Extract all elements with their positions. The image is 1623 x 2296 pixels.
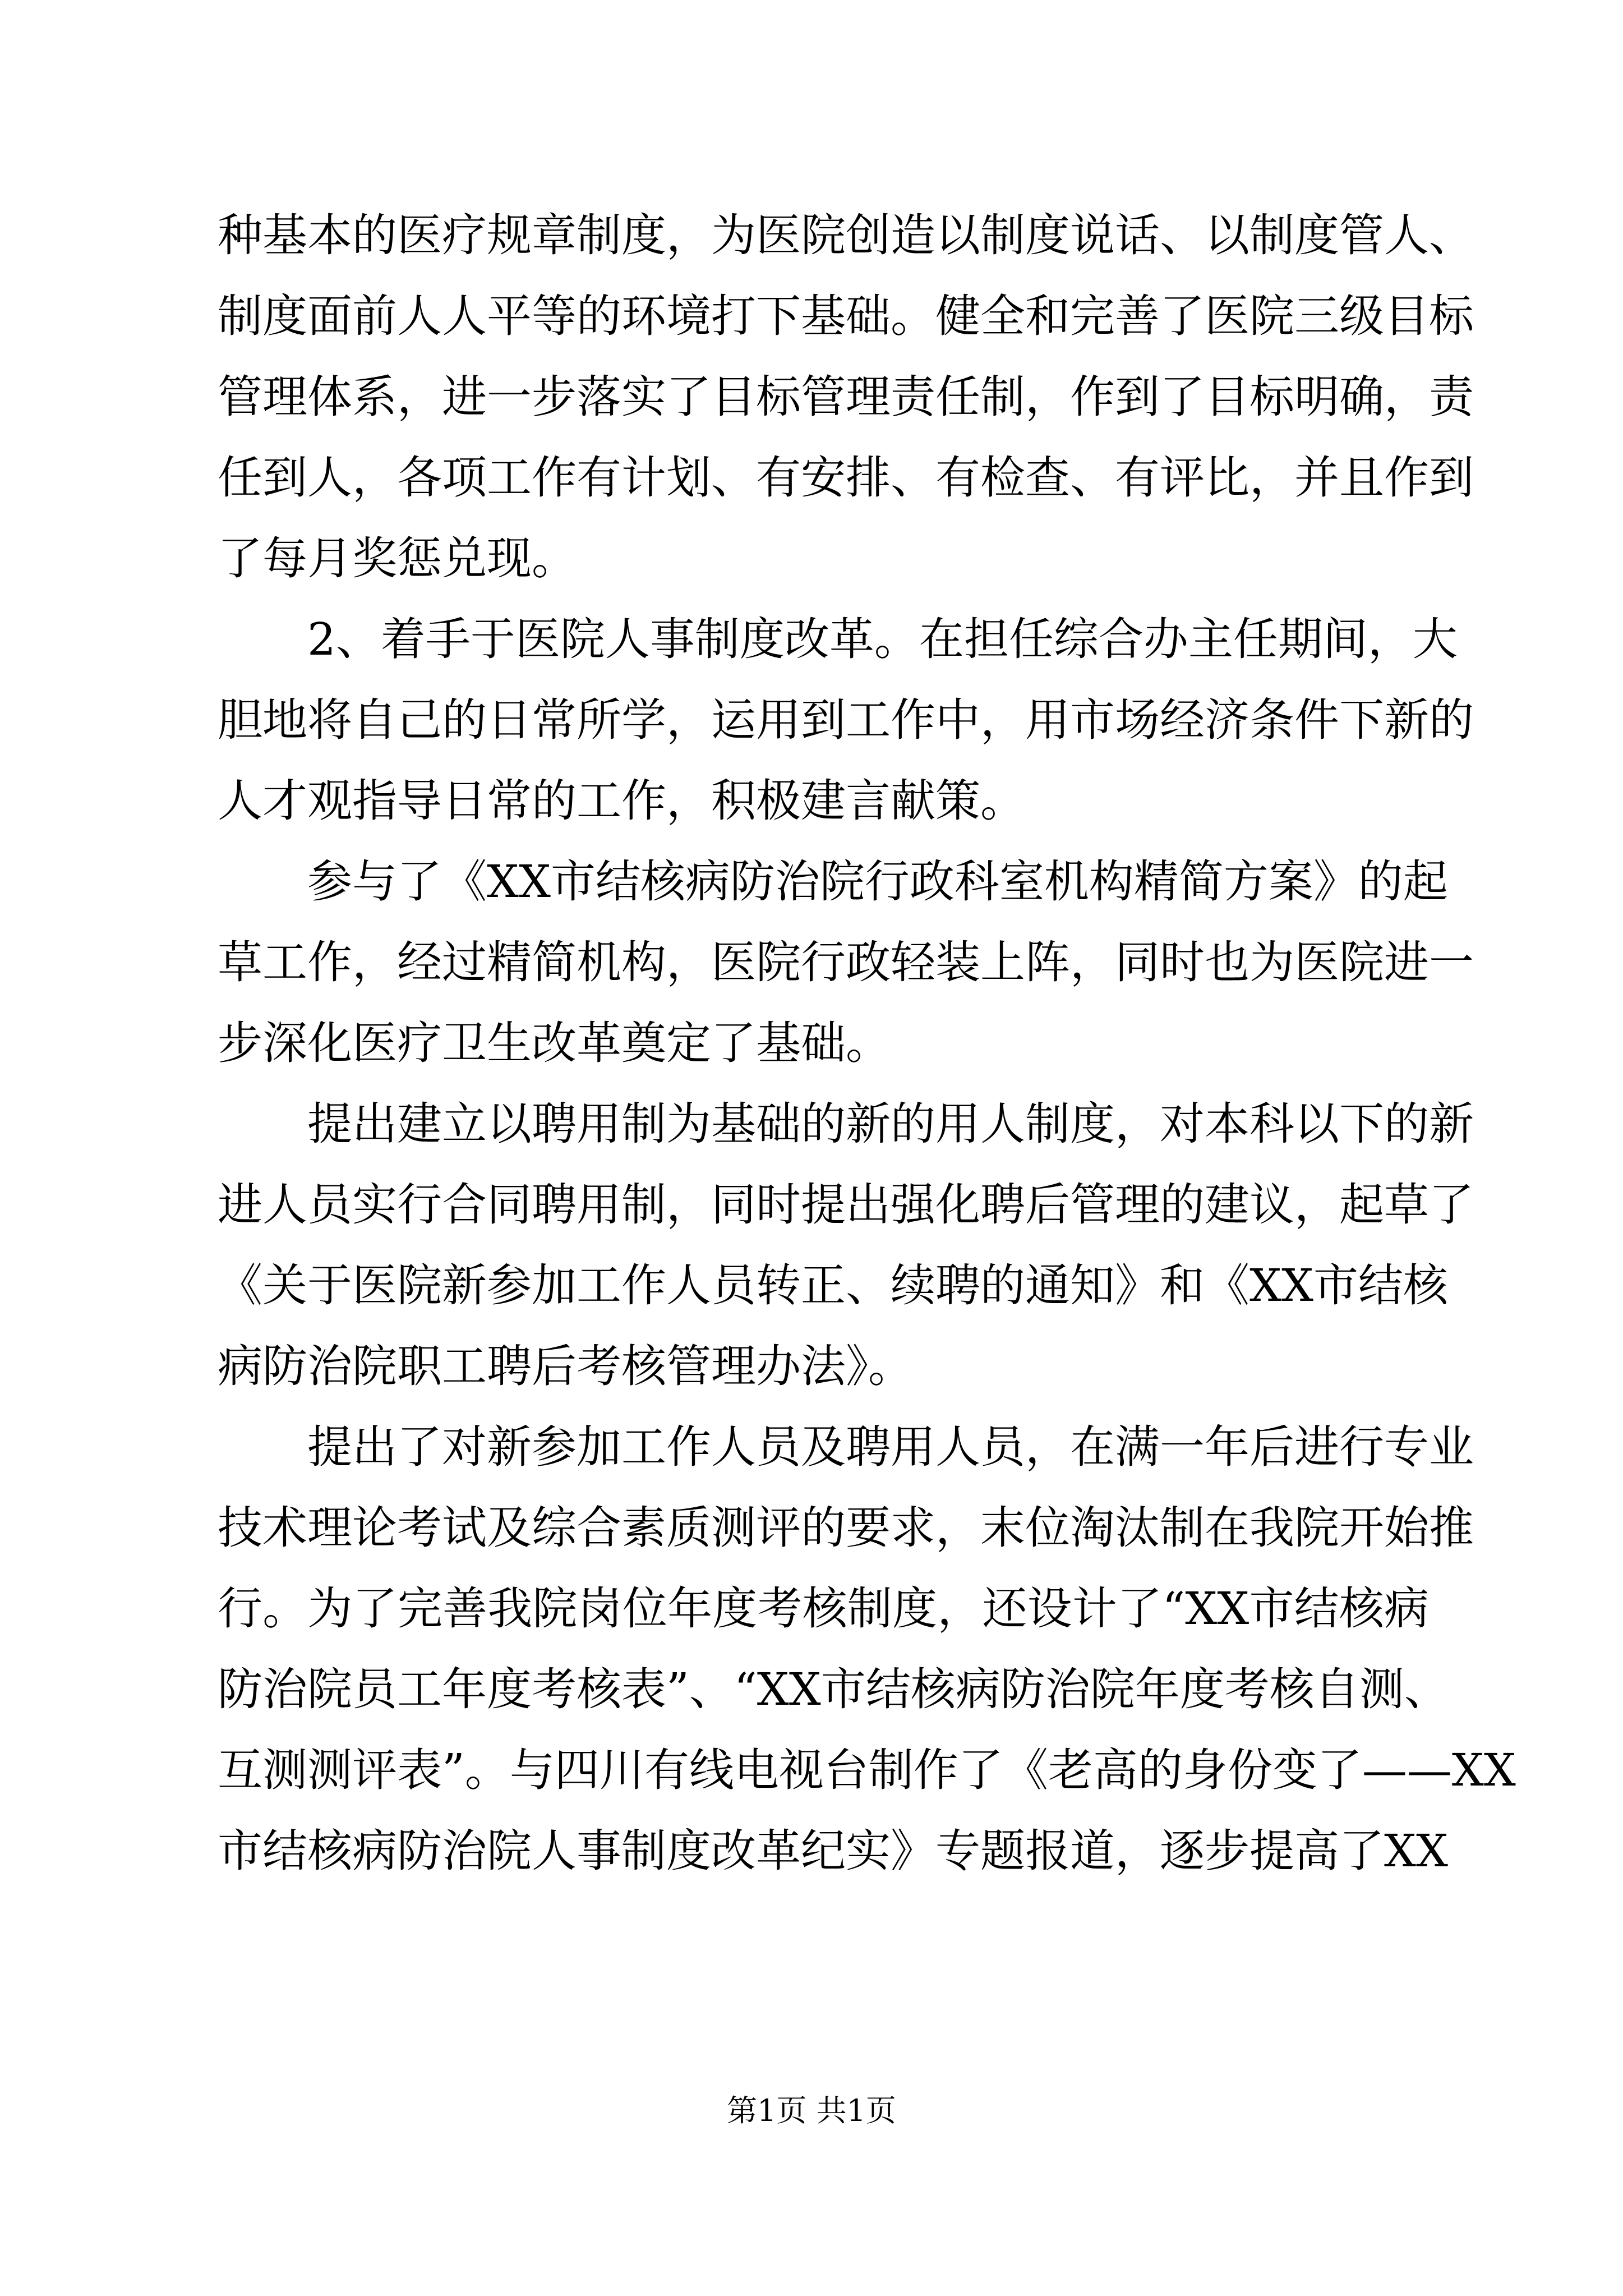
text-line: 《关于医院新参加工作人员转正、续聘的通知》和《XX市结核: [218, 1259, 1448, 1312]
text-line: 市结核病防治院人事制度改革纪实》专题报道，逐步提高了XX: [218, 1825, 1448, 1877]
text-line: 人才观指导日常的工作，积极建言献策。: [218, 775, 1025, 827]
text-line: 行。为了完善我院岗位年度考核制度，还设计了“XX市结核病: [218, 1582, 1429, 1635]
text-line: 种基本的医疗规章制度，为医院创造以制度说话、以制度管人、: [218, 209, 1474, 261]
text-line: 提出了对新参加工作人员及聘用人员，在满一年后进行专业: [218, 1421, 1474, 1473]
text-line: 管理体系，进一步落实了目标管理责任制，作到了目标明确，责: [218, 371, 1474, 423]
text-line: 胆地将自己的日常所学，运用到工作中，用市场经济条件下新的: [218, 694, 1474, 746]
text-line: 2、着手于医院人事制度改革。在担任综合办主任期间，大: [218, 613, 1458, 665]
text-line: 步深化医疗卫生改革奠定了基础。: [218, 1017, 891, 1069]
text-line: 进人员实行合同聘用制，同时提出强化聘后管理的建议，起草了: [218, 1179, 1474, 1231]
text-line: 互测测评表”。与四川有线电视台制作了《老高的身份变了——XX: [218, 1744, 1516, 1796]
text-line: 参与了《XX市结核病防治院行政科室机构精简方案》的起: [218, 855, 1448, 908]
text-line: 技术理论考试及综合素质测评的要求，末位淘汰制在我院开始推: [218, 1502, 1474, 1554]
page-number-label: 第1页 共1页: [727, 2093, 896, 2128]
text-line: 了每月奖惩兑现。: [218, 532, 577, 585]
text-line: 防治院员工年度考核表”、“XX市结核病防治院年度考核自测、: [218, 1663, 1449, 1715]
page-footer: [0, 2091, 1623, 2131]
text-line: 任到人，各项工作有计划、有安排、有检查、有评比，并且作到: [218, 452, 1474, 504]
text-line: 草工作，经过精简机构，医院行政轻装上阵，同时也为医院进一: [218, 936, 1474, 988]
text-line: 病防治院职工聘后考核管理办法》。: [218, 1340, 913, 1392]
document-body: [218, 195, 1516, 1892]
text-line: 提出建立以聘用制为基础的新的用人制度，对本科以下的新: [218, 1098, 1474, 1150]
text-line: 制度面前人人平等的环境打下基础。健全和完善了医院三级目标: [218, 290, 1474, 342]
